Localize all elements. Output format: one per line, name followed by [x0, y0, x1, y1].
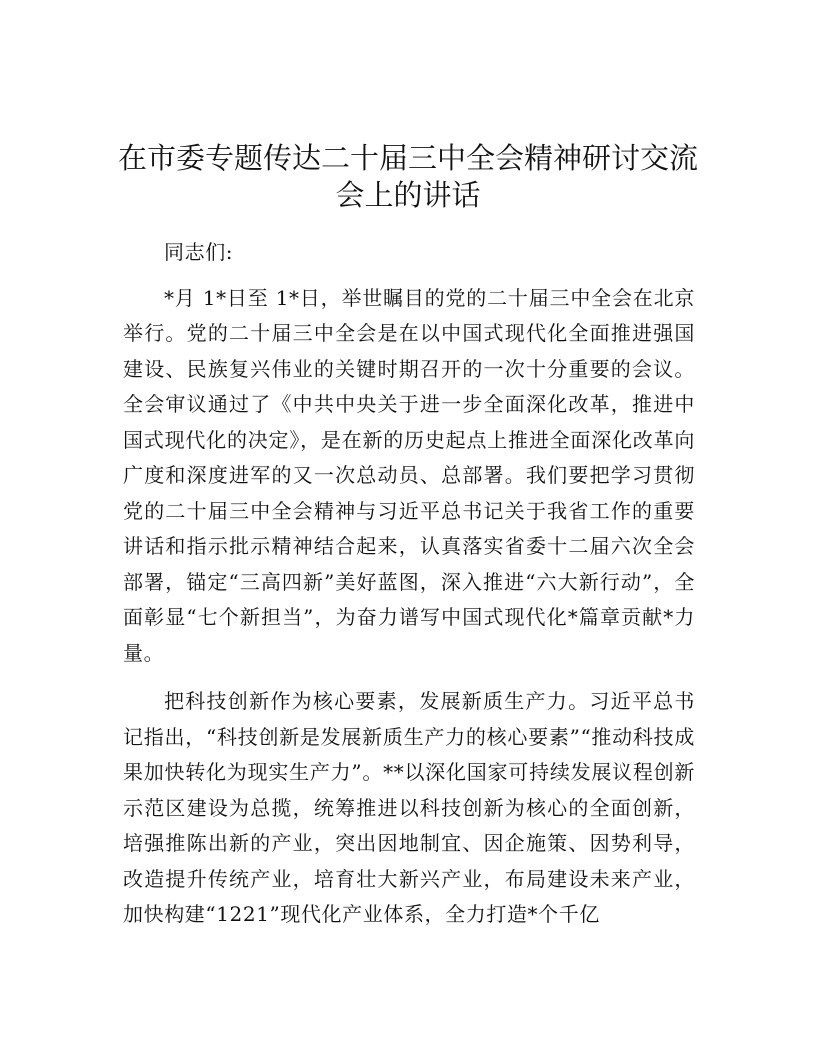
paragraph-2: 把科技创新作为核心要素，发展新质生产力。习近平总书记指出，“科技创新是发展新质生产力的核心要素”“推动科技成果加快转化为现实生产力”。**以深化国家可持续发展议程创新示范区建设为总揽，统筹推进以科技创新为核心的全面创新，培强推陈出新的产业，突出因地制宜、因企施策、因势利导，改造提升传统产业，培育壮大新兴产业，布局建设未来产业，加快构建“1221”现代化产业体系，全力打造*个千亿 — [123, 689, 695, 926]
document-title — [110, 140, 706, 214]
salutation: 同志们: — [164, 240, 234, 264]
title-line-1: 在市委专题传达二十届三中全会精神研讨交流 — [117, 141, 698, 175]
document-body — [123, 235, 695, 946]
title-line-2: 会上的讲话 — [335, 178, 481, 212]
paragraph-1: *月 1*日至 1*日，举世瞩目的党的二十届三中全会在北京举行。党的二十届三中全会是在以中国式现代化全面推进强国建设、民族复兴伟业的关键时期召开的一次十分重要的会议。全会审议通过了《中共中央关于进一步全面深化改革，推进中国式现代化的决定》，是在新的历史起点上推进全面深化改革向广度和深度进军的又一次总动员、总部署。我们要把学习贯彻党的二十届三中全会精神与习近平总书记关于我省工作的重要讲话和指示批示精神结合起来，认真落实省委十二届六次全会部署，锚定“三高四新”美好蓝图，深入推进“六大新行动”，全面彰显“七个新担当”，为奋力谱写中国式现代化*篇章贡献*力量。 — [123, 285, 695, 665]
